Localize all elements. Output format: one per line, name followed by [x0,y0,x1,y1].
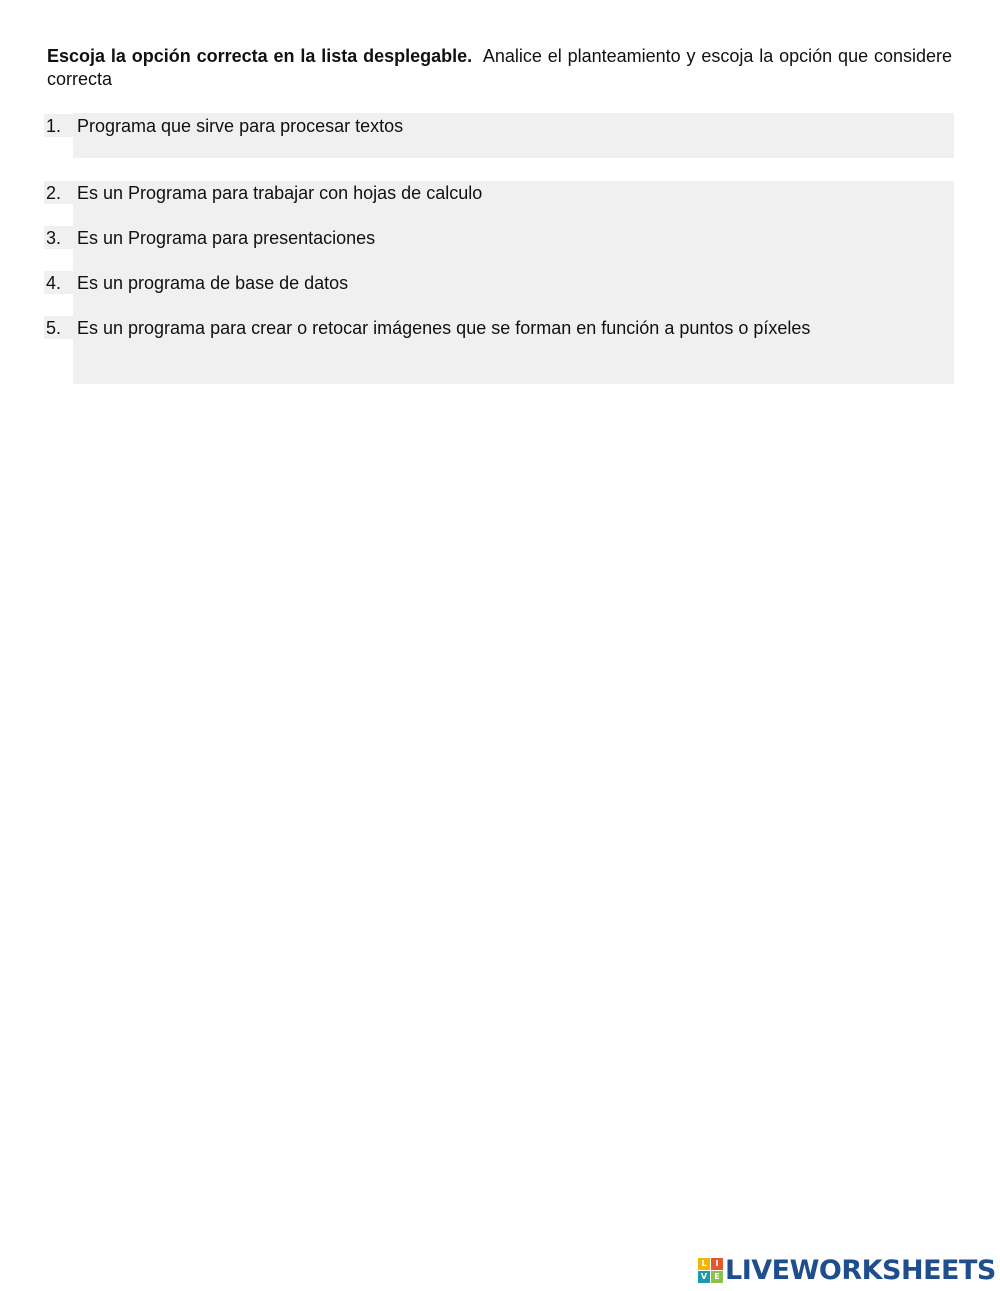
question-1 [44,114,403,138]
question-text: Es un programa para crear o retocar imágenes que se forman en función a puntos o píxeles [77,318,811,338]
logo-tiles-icon: L I V E [698,1258,723,1283]
question-text: Es un Programa para trabajar con hojas de calculo [77,183,483,203]
question-number: 4. [46,273,62,293]
question-4 [44,271,348,295]
question-text: Es un Programa para presentaciones [77,228,376,248]
question-text: Programa que sirve para procesar textos [77,116,404,136]
question-number: 5. [46,318,62,338]
logo-text: LIVEWORKSHEETS [725,1254,996,1286]
instructions [47,45,952,91]
question-2 [44,181,482,205]
liveworksheets-logo [698,1255,996,1285]
question-number: 3. [46,228,62,248]
question-text: Es un programa de base de datos [77,273,349,293]
question-3 [44,226,375,250]
question-5 [44,316,810,340]
instructions-bold: Escoja la opción correcta en la lista desplegable. [47,46,473,66]
question-number: 2. [46,183,62,203]
instructions-text: Analice el planteamiento y escoja la opción que considere correcta [47,46,952,89]
question-number: 1. [46,116,62,136]
